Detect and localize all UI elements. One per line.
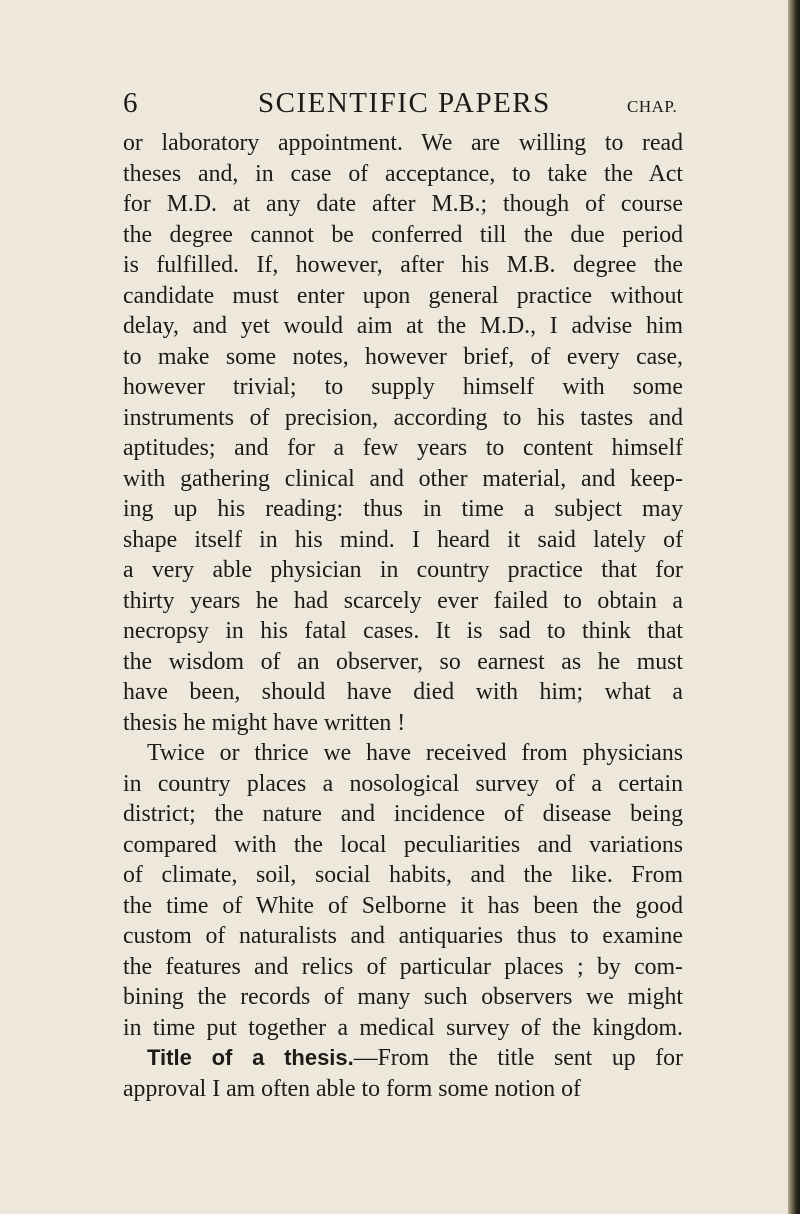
text-line: the wisdom of an observer, so earnest as he must [123,648,683,675]
text-line: the features and relics of particular places ; by com- [123,953,683,980]
section-sidehead: Title of a thesis. [147,1045,354,1070]
text-line: approval I am often able to form some notion of [123,1075,581,1102]
text-line: is fulfilled. If, however, after his M.B. degree the [123,252,683,278]
text-line: with gathering clinical and other material, and keep- [123,465,683,492]
chapter-label: CHAP. [627,97,678,116]
text-line: theses and, in case of acceptance, to take the Act [123,160,683,187]
page-number: 6 [123,87,138,119]
text-line: the degree cannot be conferred till the due period [123,221,683,248]
text-line: ing up his reading: thus in time a subject may [123,496,683,522]
text-line: aptitudes; and for a few years to content himself [123,435,683,461]
text-line: candidate must enter upon general practice without [123,282,683,309]
text-line: of climate, soil, social habits, and the like. From [123,862,683,888]
running-title: SCIENTIFIC PAPERS [258,87,551,119]
text-line: district; the nature and incidence of disease being [123,801,683,827]
text-line: shape itself in his mind. I heard it said lately of [123,526,683,553]
text-line: however trivial; to supply himself with some [123,374,683,400]
text-line: or laboratory appointment. We are willing to read [123,130,683,156]
page-edge-shadow [788,0,800,1214]
sidehead-line [123,1043,683,1074]
text-line: instruments of precision, according to his tastes and [123,404,683,431]
text-line: thirty years he had scarcely ever failed to obtain a [123,587,683,614]
running-header [123,86,683,130]
text-line: have been, should have died with him; what a [123,679,683,705]
text-line: bining the records of many such observers we might [123,984,683,1010]
text-line: custom of naturalists and antiquaries thus to examine [123,923,683,949]
text-line: necropsy in his fatal cases. It is sad to think that [123,618,683,644]
text-line: to make some notes, however brief, of every case, [123,343,683,370]
text-line: a very able physician in country practice that for [123,557,683,583]
text-line: delay, and yet would aim at the M.D., I advise him [123,313,683,339]
text-line: for M.D. at any date after M.B.; though of course [123,191,683,217]
sidehead-line-text: —From the title sent up for [353,1045,683,1071]
text-line: the time of White of Selborne it has been the good [123,892,683,919]
body-text [123,128,683,1104]
text-line: compared with the local peculiarities and variations [123,831,683,858]
text-line: thesis he might have written ! [123,709,406,736]
text-line: Twice or thrice we have received from physicians [147,740,683,766]
text-line: in country places a nosological survey of a certain [123,770,683,797]
text-line: in time put together a medical survey of the kingdom. [123,1014,683,1041]
